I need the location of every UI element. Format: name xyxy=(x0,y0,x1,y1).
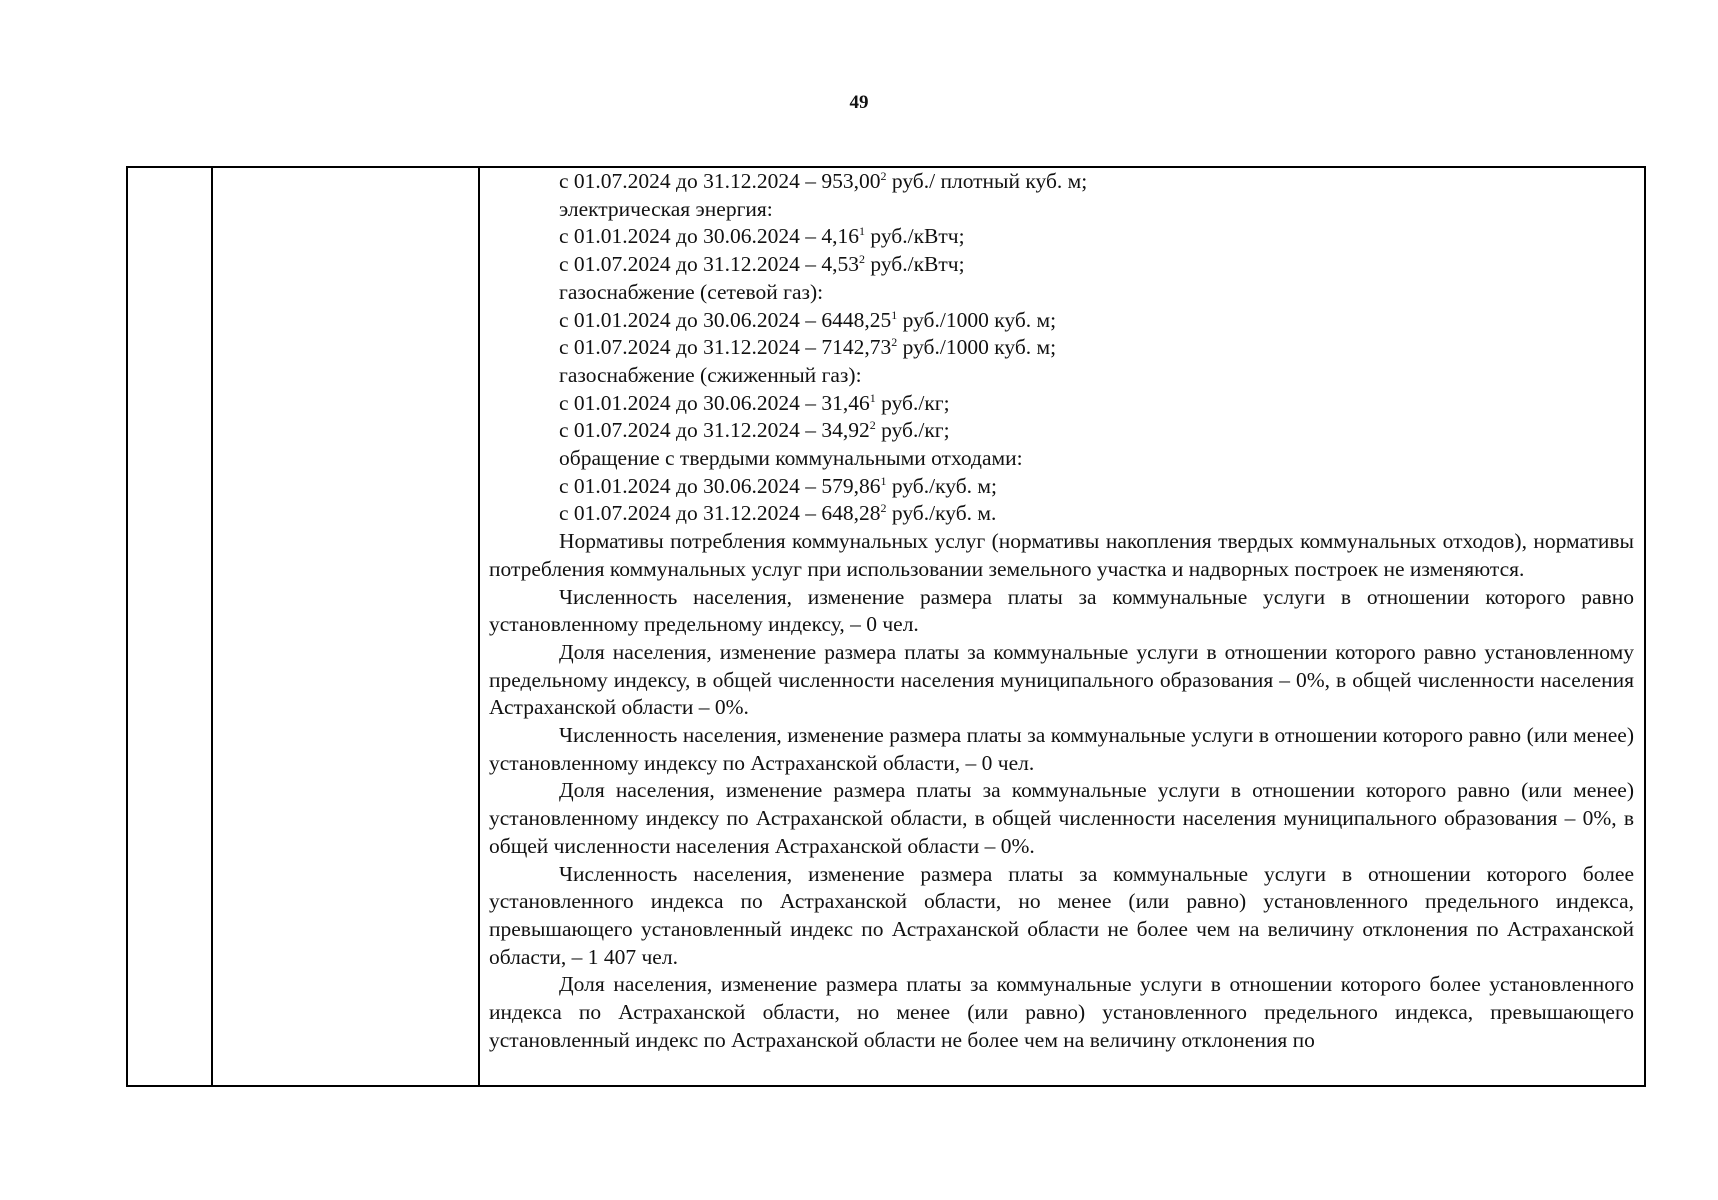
table-cell-name xyxy=(212,167,479,1086)
tariff-line: с 01.01.2024 до 30.06.2024 – 31,46$^1$ руб./кг; xyxy=(559,390,950,415)
table-cell-content xyxy=(479,167,1645,1086)
paragraph-population-share: Доля населения, изменение размера платы за коммунальные услуги в отношении которого более установленного индекса по Астраханской области, но менее (или равно) установленного предельного индекса, превышающего установленный индекс по Астраханской области не более чем на величину отклонения по xyxy=(489,972,1634,1052)
tariff-line: обращение с твердыми коммунальными отходами: xyxy=(559,446,1023,471)
paragraph-population-count: Численность населения, изменение размера платы за коммунальные услуги в отношении которого равно установленному предельному индексу, – 0 чел. xyxy=(489,584,1634,637)
page-number: 49 xyxy=(849,92,869,113)
paragraph-population-share: Доля населения, изменение размера платы за коммунальные услуги в отношении которого равно (или менее) установленному индексу по Астраханской области, в общей численности населения муниципального образования – 0%, в общей численности населения Астраханской области – 0%. xyxy=(489,778,1634,858)
paragraph-population-count: Численность населения, изменение размера платы за коммунальные услуги в отношении которого более установленного индекса по Астраханской области, но менее (или равно) установленного предельного индекса, превышающего установленный индекс по Астраханской области не более чем на величину отклонения по Астраханской области, – 1 407 чел. xyxy=(489,861,1634,969)
tariff-line: газоснабжение (сетевой газ): xyxy=(559,279,824,304)
tariff-line: с 01.01.2024 до 30.06.2024 – 579,86$^1$ руб./куб. м; xyxy=(559,473,997,498)
document-table xyxy=(126,166,1646,1087)
content-text xyxy=(480,168,1644,1055)
tariff-line: с 01.01.2024 до 30.06.2024 – 4,16$^1$ руб./кВтч; xyxy=(559,224,965,249)
table-row xyxy=(127,167,1645,1086)
paragraph-population-share: Доля населения, изменение размера платы за коммунальные услуги в отношении которого равно установленному предельному индексу, в общей численности населения муниципального образования – 0%, в общей численности населения Астраханской области – 0%. xyxy=(489,639,1634,720)
tariff-line: газоснабжение (сжиженный газ): xyxy=(559,362,862,387)
tariff-line: с 01.07.2024 до 31.12.2024 – 7142,73$^2$ руб./1000 куб. м; xyxy=(559,335,1057,360)
tariff-line: с 01.07.2024 до 31.12.2024 – 34,92$^2$ руб./кг; xyxy=(559,418,950,443)
tariff-line: с 01.01.2024 до 30.06.2024 – 6448,25$^1$ руб./1000 куб. м; xyxy=(559,307,1057,332)
table-cell-number xyxy=(127,167,212,1086)
paragraph-population-count: Численность населения, изменение размера платы за коммунальные услуги в отношении которого равно (или менее) установленному индексу по Астраханской области, – 0 чел. xyxy=(489,723,1634,775)
tariff-line: электрическая энергия: xyxy=(559,196,773,221)
tariff-line: с 01.07.2024 до 31.12.2024 – 4,53$^2$ руб./кВтч; xyxy=(559,252,965,277)
tariff-line: с 01.07.2024 до 31.12.2024 – 953,00$^2$ руб./ плотный куб. м; xyxy=(559,169,1088,193)
tariff-list xyxy=(489,168,1634,528)
tariff-line: с 01.07.2024 до 31.12.2024 – 648,28$^2$ руб./куб. м. xyxy=(559,501,997,526)
paragraph-norms: Нормативы потребления коммунальных услуг (нормативы накопления твердых коммунальных отходов), нормативы потребления коммунальных услуг при использовании земельного участка и надворных построек не изменяются. xyxy=(489,529,1634,581)
